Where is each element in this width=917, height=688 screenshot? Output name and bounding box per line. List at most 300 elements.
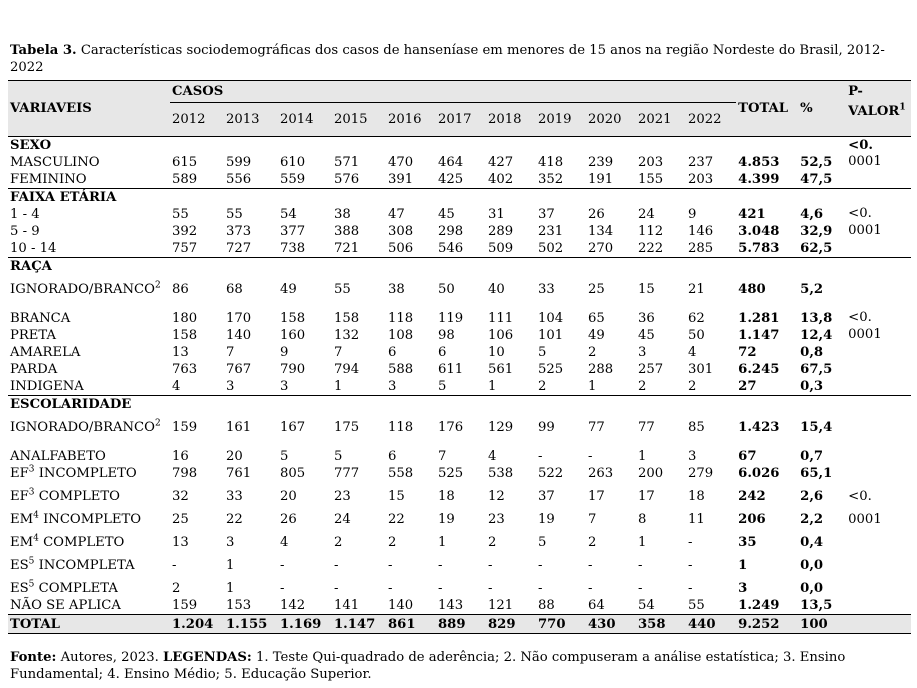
year-value: - [438, 581, 443, 596]
year-value: 17 [588, 489, 605, 504]
year-value: 101 [538, 327, 564, 343]
row-label [8, 505, 170, 528]
row-percent: 15,4 [800, 420, 833, 435]
legendas-text: 1. Teste Qui-quadrado de aderência; 2. Não compuseram a análise estatística; 3. Ensino Fundamental; 4. Ensino Médio; 5. Educação Superior. [10, 650, 846, 682]
row-pvalue-cell [846, 528, 911, 551]
p-value: 0001 [848, 154, 882, 169]
row-percent: 52,5 [800, 154, 833, 170]
year-value: 2 [588, 535, 597, 550]
year-value: 65 [588, 310, 605, 326]
year-value: 794 [334, 361, 360, 377]
year-value: - [538, 558, 543, 573]
year-value: 86 [172, 282, 189, 297]
year-value: 7 [588, 512, 597, 527]
row-label [8, 615, 170, 634]
spacer-cell [8, 436, 911, 448]
year-value: 88 [538, 597, 555, 613]
p-value: <0. [848, 138, 873, 153]
row-label-sup: 2 [154, 418, 161, 429]
year-value: 3 [638, 344, 647, 360]
year-value: 111 [488, 310, 514, 326]
year-value: 25 [172, 512, 189, 527]
row-total: 1.249 [738, 597, 780, 613]
year-value: 388 [334, 223, 360, 239]
row-percent: 0,8 [800, 344, 824, 360]
row-pvalue-cell [846, 378, 911, 396]
row-total: 6.245 [738, 361, 780, 377]
year-value: 1.169 [278, 615, 332, 634]
header-year: 2016 [388, 112, 422, 127]
year-value: 10 [488, 344, 505, 360]
year-value: 509 [488, 240, 514, 256]
year-value: 308 [388, 223, 414, 239]
year-value: 5 [538, 344, 547, 360]
section-row [8, 137, 911, 155]
year-value: 556 [226, 171, 252, 187]
year-value: 37 [538, 206, 555, 222]
year-value: 158 [334, 310, 360, 326]
year-value: 1 [588, 378, 597, 394]
row-label [8, 574, 170, 597]
row-label-text: EF [10, 465, 29, 481]
year-value: 588 [388, 361, 414, 377]
year-value: - [172, 558, 177, 573]
year-value: 576 [334, 171, 360, 187]
year-value: 146 [688, 223, 714, 239]
row-total: 6.026 [738, 465, 780, 481]
year-value: 6 [388, 448, 397, 464]
year-value: 26 [280, 512, 297, 527]
year-value: 222 [638, 240, 664, 256]
p-value: <0. [848, 489, 872, 504]
year-value: 727 [226, 240, 252, 256]
year-value: 118 [388, 420, 414, 435]
table-row [8, 574, 911, 597]
row-pvalue-cell [846, 275, 911, 298]
year-value: 721 [334, 240, 360, 256]
year-value: 611 [438, 361, 464, 377]
row-label-text: PARDA [10, 361, 58, 377]
table-row [8, 275, 911, 298]
section-label: FAIXA ETÁRIA [8, 189, 846, 207]
row-label-text: NÃO SE APLICA [10, 597, 121, 613]
year-value: 738 [280, 240, 306, 256]
year-value: 38 [334, 206, 351, 222]
year-value: 4 [280, 535, 289, 550]
row-label-text: INDIGENA [10, 378, 84, 394]
row-label-suffix: COMPLETA [34, 581, 118, 596]
year-value: 54 [280, 206, 297, 222]
table-row [8, 597, 911, 615]
year-value: 3 [226, 378, 235, 394]
row-pvalue-cell [846, 551, 911, 574]
year-value: - [688, 535, 693, 550]
row-label [8, 206, 170, 223]
year-value: 15 [638, 282, 655, 297]
year-value: 26 [588, 206, 605, 222]
row-pvalue-cell [846, 240, 911, 258]
header-year: 2022 [688, 112, 722, 127]
year-value: 45 [438, 206, 455, 222]
year-value: 160 [280, 327, 306, 343]
year-value: 1.204 [170, 615, 224, 634]
year-value: 525 [538, 361, 564, 377]
year-value: 7 [438, 448, 447, 464]
year-value: 141 [334, 597, 360, 613]
year-value: - [538, 448, 543, 464]
row-label [8, 448, 170, 465]
year-value: 55 [334, 282, 351, 297]
year-value: 767 [226, 361, 252, 377]
year-value: 231 [538, 223, 564, 239]
row-label [8, 482, 170, 505]
row-percent: 47,5 [800, 171, 833, 187]
year-value: 118 [388, 310, 414, 326]
year-value: 13 [172, 344, 189, 360]
row-label [8, 361, 170, 378]
year-value: - [334, 581, 339, 596]
section-pvalue-cell [846, 137, 911, 155]
p-value: 0001 [848, 512, 882, 527]
year-value: - [488, 581, 493, 596]
table-row [8, 240, 911, 258]
year-value: - [280, 581, 285, 596]
p-value: 0001 [848, 327, 882, 342]
year-value: 2 [688, 378, 697, 394]
year-value: 237 [688, 154, 714, 170]
year-value: 4 [172, 378, 181, 394]
year-value: - [638, 558, 643, 573]
year-value: 22 [388, 512, 405, 527]
row-pvalue-cell [846, 482, 911, 505]
year-value: 1 [488, 378, 497, 394]
table-row [8, 310, 911, 327]
row-label [8, 551, 170, 574]
row-pvalue-cell [846, 171, 911, 189]
year-value: 7 [334, 344, 343, 360]
year-value: 861 [386, 615, 436, 634]
year-value: 358 [636, 615, 686, 634]
year-value: 16 [172, 448, 189, 464]
fonte-text: Autores, 2023. [56, 650, 164, 665]
year-value: 132 [334, 327, 360, 343]
year-value: 559 [280, 171, 306, 187]
year-value: - [588, 558, 593, 573]
year-value: 129 [488, 420, 514, 435]
header-year: 2020 [588, 112, 622, 127]
row-pvalue-cell [846, 154, 911, 171]
year-value: 18 [438, 489, 455, 504]
table-row [8, 505, 911, 528]
year-value: 440 [686, 615, 736, 634]
data-table-container [8, 80, 911, 634]
year-value: 21 [688, 282, 705, 297]
p-value: 0001 [848, 223, 882, 238]
row-percent: 13,5 [800, 597, 833, 613]
year-value: 506 [388, 240, 414, 256]
section-row [8, 189, 911, 207]
year-value: 239 [588, 154, 614, 170]
year-value: 2 [172, 581, 181, 596]
row-label-text: EM [10, 512, 34, 527]
year-value: 55 [688, 597, 705, 613]
row-label-sup: 4 [33, 533, 39, 544]
year-value: 805 [280, 465, 306, 481]
year-value: 203 [638, 154, 664, 170]
year-value: 33 [226, 489, 243, 504]
table-row [8, 361, 911, 378]
year-value: 191 [588, 171, 614, 187]
row-total: 4.399 [738, 171, 780, 187]
year-value: 889 [436, 615, 486, 634]
row-label-text: EM [10, 535, 34, 550]
year-value: 47 [388, 206, 405, 222]
year-value: - [688, 558, 693, 573]
row-pvalue-cell [846, 206, 911, 223]
row-pvalue-cell [846, 448, 911, 465]
year-value: 64 [588, 597, 605, 613]
row-pvalue-cell [846, 310, 911, 327]
section-pvalue-cell [846, 258, 911, 276]
year-value: 8 [638, 512, 647, 527]
row-label-text: TOTAL [10, 616, 60, 632]
section-label: SEXO [8, 137, 846, 155]
year-value: 561 [488, 361, 514, 377]
year-value: 257 [638, 361, 664, 377]
year-value: 402 [488, 171, 514, 187]
year-value: 106 [488, 327, 514, 343]
year-value: 99 [538, 420, 555, 435]
row-total: 242 [738, 489, 766, 504]
year-value: 19 [438, 512, 455, 527]
row-label [8, 275, 170, 298]
legendas-label: LEGENDAS: [163, 650, 252, 665]
year-value: 175 [334, 420, 360, 435]
row-total: 3.048 [738, 223, 780, 239]
year-value: 279 [688, 465, 714, 481]
year-value: 19 [538, 512, 555, 527]
row-total: 9.252 [736, 615, 798, 634]
header-year: 2015 [334, 112, 368, 127]
year-value: 85 [688, 420, 705, 435]
year-value: 1 [334, 378, 343, 394]
year-value: 9 [280, 344, 289, 360]
row-total: 3 [738, 581, 748, 596]
year-value: 391 [388, 171, 414, 187]
section-row [8, 396, 911, 414]
row-percent: 65,1 [800, 465, 833, 481]
year-value: 425 [438, 171, 464, 187]
row-percent: 0,4 [800, 535, 824, 550]
row-label-text: IGNORADO/BRANCO [10, 420, 155, 435]
year-value: 4 [488, 448, 497, 464]
year-value: 615 [172, 154, 198, 170]
year-value: 11 [688, 512, 705, 527]
year-value: 37 [538, 489, 555, 504]
year-value: 298 [438, 223, 464, 239]
year-value: 17 [638, 489, 655, 504]
row-label-suffix: COMPLETO [34, 489, 120, 504]
year-value: 3 [688, 448, 697, 464]
year-value: 158 [280, 310, 306, 326]
row-label-text: AMARELA [10, 344, 81, 360]
year-value: 23 [488, 512, 505, 527]
year-value: - [388, 558, 393, 573]
year-value: 170 [226, 310, 252, 326]
year-value: 20 [280, 489, 297, 504]
year-value: 68 [226, 282, 243, 297]
row-label-text: PRETA [10, 327, 57, 343]
table-row [8, 615, 911, 634]
caption-text: Características sociodemográficas dos casos de hanseníase em menores de 15 anos na região Nordeste do Brasil, 2012-2022 [10, 43, 885, 75]
year-value: 2 [588, 344, 597, 360]
row-label [8, 465, 170, 482]
row-total: 5.783 [738, 240, 780, 256]
year-value: 31 [488, 206, 505, 222]
year-value: - [280, 558, 285, 573]
year-value: 1 [438, 535, 447, 550]
spacer-row [8, 436, 911, 448]
year-value: 392 [172, 223, 198, 239]
row-label [8, 310, 170, 327]
row-total: 1.147 [738, 327, 780, 343]
header-year: 2013 [226, 112, 260, 127]
year-value: 1 [638, 448, 647, 464]
row-pvalue-cell [846, 574, 911, 597]
table-body [8, 137, 911, 634]
row-label-sup: 5 [28, 556, 35, 567]
header-year: 2012 [172, 112, 206, 127]
row-label-text: BRANCA [10, 310, 71, 326]
row-label [8, 413, 170, 436]
row-pvalue-cell [846, 413, 911, 436]
year-value: 104 [538, 310, 564, 326]
year-value: 25 [588, 282, 605, 297]
caption-label: Tabela 3. [10, 43, 77, 58]
section-pvalue-cell [846, 396, 911, 414]
row-label-sup: 5 [28, 579, 35, 590]
header-casos: CASOS [170, 81, 736, 103]
year-value: 571 [334, 154, 360, 170]
year-value: 15 [388, 489, 405, 504]
year-value: 6 [438, 344, 447, 360]
section-row [8, 258, 911, 276]
row-percent: 2,6 [800, 489, 824, 504]
year-value: - [388, 581, 393, 596]
year-value: 288 [588, 361, 614, 377]
year-value: 418 [538, 154, 564, 170]
row-label-sup: 4 [33, 510, 39, 521]
row-label [8, 223, 170, 240]
table-row [8, 378, 911, 396]
year-value: 301 [688, 361, 714, 377]
row-label [8, 528, 170, 551]
year-value: 159 [172, 420, 198, 435]
row-percent: 4,6 [800, 206, 824, 222]
year-value: 270 [588, 240, 614, 256]
year-value: 55 [226, 206, 243, 222]
year-value: 546 [438, 240, 464, 256]
year-value: 2 [538, 378, 547, 394]
year-value: 502 [538, 240, 564, 256]
year-value: 140 [226, 327, 252, 343]
row-total: 480 [738, 282, 766, 297]
year-value: 167 [280, 420, 306, 435]
year-value: 55 [172, 206, 189, 222]
row-percent: 0,0 [800, 558, 824, 573]
header-pvalor-sup: 1 [899, 102, 906, 113]
row-total: 67 [738, 448, 757, 464]
year-value: 22 [226, 512, 243, 527]
year-value: 119 [438, 310, 464, 326]
year-value: 263 [588, 465, 614, 481]
row-label-suffix: INCOMPLETA [34, 558, 135, 573]
year-value: 763 [172, 361, 198, 377]
year-value: 7 [226, 344, 235, 360]
row-label-text: MASCULINO [10, 154, 100, 170]
year-value: 98 [438, 327, 455, 343]
row-total: 1 [738, 558, 748, 573]
row-label-suffix: INCOMPLETO [34, 465, 137, 481]
year-value: 3 [226, 535, 235, 550]
row-percent: 2,2 [800, 512, 824, 527]
year-value: 6 [388, 344, 397, 360]
year-value: 158 [172, 327, 198, 343]
header-total: TOTAL [736, 81, 798, 137]
year-value: 40 [488, 282, 505, 297]
section-pvalue-cell [846, 189, 911, 207]
table-row [8, 206, 911, 223]
year-value: 829 [486, 615, 536, 634]
year-value: 155 [638, 171, 664, 187]
table-row [8, 223, 911, 240]
year-value: 159 [172, 597, 198, 613]
row-pvalue-cell [846, 223, 911, 240]
year-value: 2 [388, 535, 397, 550]
data-table [8, 80, 911, 634]
year-value: 3 [280, 378, 289, 394]
year-value: 352 [538, 171, 564, 187]
year-value: 599 [226, 154, 252, 170]
header-year: 2018 [488, 112, 522, 127]
year-value: 142 [280, 597, 306, 613]
year-value: 153 [226, 597, 252, 613]
row-label [8, 154, 170, 171]
table-row [8, 327, 911, 344]
section-label: RAÇA [8, 258, 846, 276]
row-label-text: 5 - 9 [10, 223, 40, 239]
year-value: 45 [638, 327, 655, 343]
row-label [8, 378, 170, 396]
row-percent: 13,8 [800, 310, 833, 326]
year-value: 770 [536, 615, 586, 634]
row-pvalue-cell [846, 327, 911, 344]
row-percent: 5,2 [800, 282, 824, 297]
spacer-cell [8, 298, 911, 310]
year-value: 36 [638, 310, 655, 326]
year-value: 24 [638, 206, 655, 222]
year-value: 610 [280, 154, 306, 170]
section-label: ESCOLARIDADE [8, 396, 846, 414]
row-label-sup: 3 [28, 487, 35, 498]
header-percent: % [798, 81, 846, 137]
table-row [8, 171, 911, 189]
row-label-text: 10 - 14 [10, 240, 57, 256]
year-value: 12 [488, 489, 505, 504]
row-label-text: ES [10, 581, 29, 596]
row-pvalue-cell [846, 505, 911, 528]
year-value: 23 [334, 489, 351, 504]
